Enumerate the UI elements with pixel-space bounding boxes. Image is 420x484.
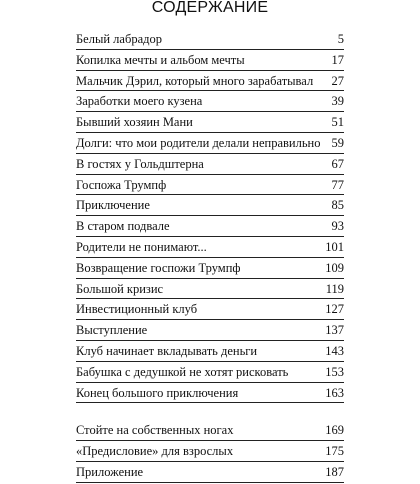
- toc-entry-page-number: 17: [331, 52, 344, 67]
- toc-entry-title: В старом подвале: [76, 219, 170, 234]
- toc-entry[interactable]: [76, 51, 344, 72]
- toc-entry[interactable]: [76, 113, 344, 134]
- entry-underline: [76, 153, 344, 154]
- toc-entry-page-number: 175: [325, 444, 344, 459]
- toc-entry[interactable]: [76, 217, 344, 238]
- extras-list: [76, 421, 344, 483]
- toc-entry-title: Клуб начинает вкладывать деньги: [76, 343, 258, 358]
- toc-entry[interactable]: [76, 134, 344, 155]
- toc-entry-title: Выступление: [76, 323, 148, 338]
- toc-entry-page-number: 5: [337, 32, 344, 46]
- toc-entry-page-number: 109: [325, 260, 344, 275]
- entry-underline: [76, 236, 344, 237]
- toc-entry-page-number: 51: [331, 115, 344, 130]
- toc-entry-title: «Предисловие» для взрослых: [76, 444, 234, 459]
- toc-entry-page-number: 127: [325, 302, 344, 317]
- toc-entry-page-number: 93: [331, 219, 344, 234]
- toc-entry-page-number: 153: [325, 364, 344, 379]
- toc-entry[interactable]: [76, 442, 344, 463]
- toc-entry-page-number: 39: [331, 94, 344, 109]
- toc-entry[interactable]: [76, 155, 344, 176]
- toc-entry-page-number: 67: [331, 156, 344, 171]
- entry-underline: [76, 440, 344, 441]
- toc-entry-title: Заработки моего кузена: [76, 94, 203, 109]
- entry-underline: [76, 278, 344, 279]
- entry-underline: [76, 194, 344, 195]
- toc-entry[interactable]: [76, 196, 344, 217]
- section-gap: [76, 404, 344, 421]
- toc-entry-title: Приключение: [76, 198, 150, 213]
- toc-entry-title: Долги: что мои родители делали неправильно: [76, 135, 321, 150]
- toc-entry-page-number: 119: [325, 281, 344, 296]
- table-of-contents: [76, 30, 344, 484]
- entry-underline: [76, 132, 344, 133]
- toc-entry[interactable]: [76, 421, 344, 442]
- entry-underline: [76, 49, 344, 50]
- toc-entry-title: Госпожа Трумпф: [76, 177, 167, 192]
- toc-entry-title: Мальчик Дэрил, который много зарабатывал: [76, 73, 314, 88]
- entry-underline: [76, 461, 344, 462]
- toc-entry[interactable]: [76, 384, 344, 405]
- toc-entry[interactable]: [76, 30, 344, 51]
- toc-entry-title: Возвращение госпожи Трумпф: [76, 260, 241, 275]
- toc-entry-title: Бабушка с дедушкой не хотят рисковать: [76, 364, 289, 379]
- toc-entry[interactable]: [76, 92, 344, 113]
- toc-entry[interactable]: [76, 238, 344, 259]
- entry-underline: [76, 382, 344, 383]
- entry-underline: [76, 482, 344, 483]
- toc-entry-title: Белый лабрадор: [76, 32, 162, 46]
- toc-entry-page-number: 143: [325, 343, 344, 358]
- toc-entry-page-number: 187: [325, 464, 344, 479]
- toc-entry[interactable]: [76, 363, 344, 384]
- chapter-list: [76, 30, 344, 404]
- entry-underline: [76, 340, 344, 341]
- toc-entry[interactable]: [76, 321, 344, 342]
- entry-underline: [76, 361, 344, 362]
- toc-entry-page-number: 27: [331, 73, 344, 88]
- toc-entry-title: Копилка мечты и альбом мечты: [76, 52, 245, 67]
- entry-underline: [76, 402, 344, 403]
- entry-underline: [76, 298, 344, 299]
- toc-entry-title: Приложение: [76, 464, 144, 479]
- toc-entry-page-number: 101: [325, 239, 344, 254]
- toc-entry[interactable]: [76, 463, 344, 484]
- toc-entry[interactable]: [76, 300, 344, 321]
- entry-underline: [76, 257, 344, 258]
- toc-entry-title: Родители не понимают...: [76, 239, 207, 254]
- entry-underline: [76, 319, 344, 320]
- toc-entry-page-number: 137: [325, 323, 344, 338]
- entry-underline: [76, 90, 344, 91]
- page-title: СОДЕРЖАНИЕ: [151, 0, 269, 16]
- toc-entry-title: Стойте на собственных ногах: [76, 423, 234, 438]
- entry-underline: [76, 70, 344, 71]
- toc-entry-page-number: 85: [331, 198, 344, 213]
- toc-entry-page-number: 77: [331, 177, 344, 192]
- entry-underline: [76, 174, 344, 175]
- toc-entry-title: Конец большого приключения: [76, 385, 239, 400]
- toc-entry-title: Бывший хозяин Мани: [76, 115, 193, 130]
- toc-entry-page-number: 169: [325, 423, 344, 438]
- toc-entry[interactable]: [76, 176, 344, 197]
- toc-entry-title: Большой кризис: [76, 281, 164, 296]
- toc-entry-page-number: 59: [331, 135, 344, 150]
- entry-underline: [76, 215, 344, 216]
- toc-entry-title: Инвестиционный клуб: [76, 302, 198, 317]
- toc-entry[interactable]: [76, 280, 344, 301]
- toc-entry-title: В гостях у Гольдштерна: [76, 156, 204, 171]
- toc-entry-page-number: 163: [325, 385, 344, 400]
- toc-entry[interactable]: [76, 259, 344, 280]
- entry-underline: [76, 111, 344, 112]
- toc-entry[interactable]: [76, 342, 344, 363]
- toc-entry[interactable]: [76, 72, 344, 93]
